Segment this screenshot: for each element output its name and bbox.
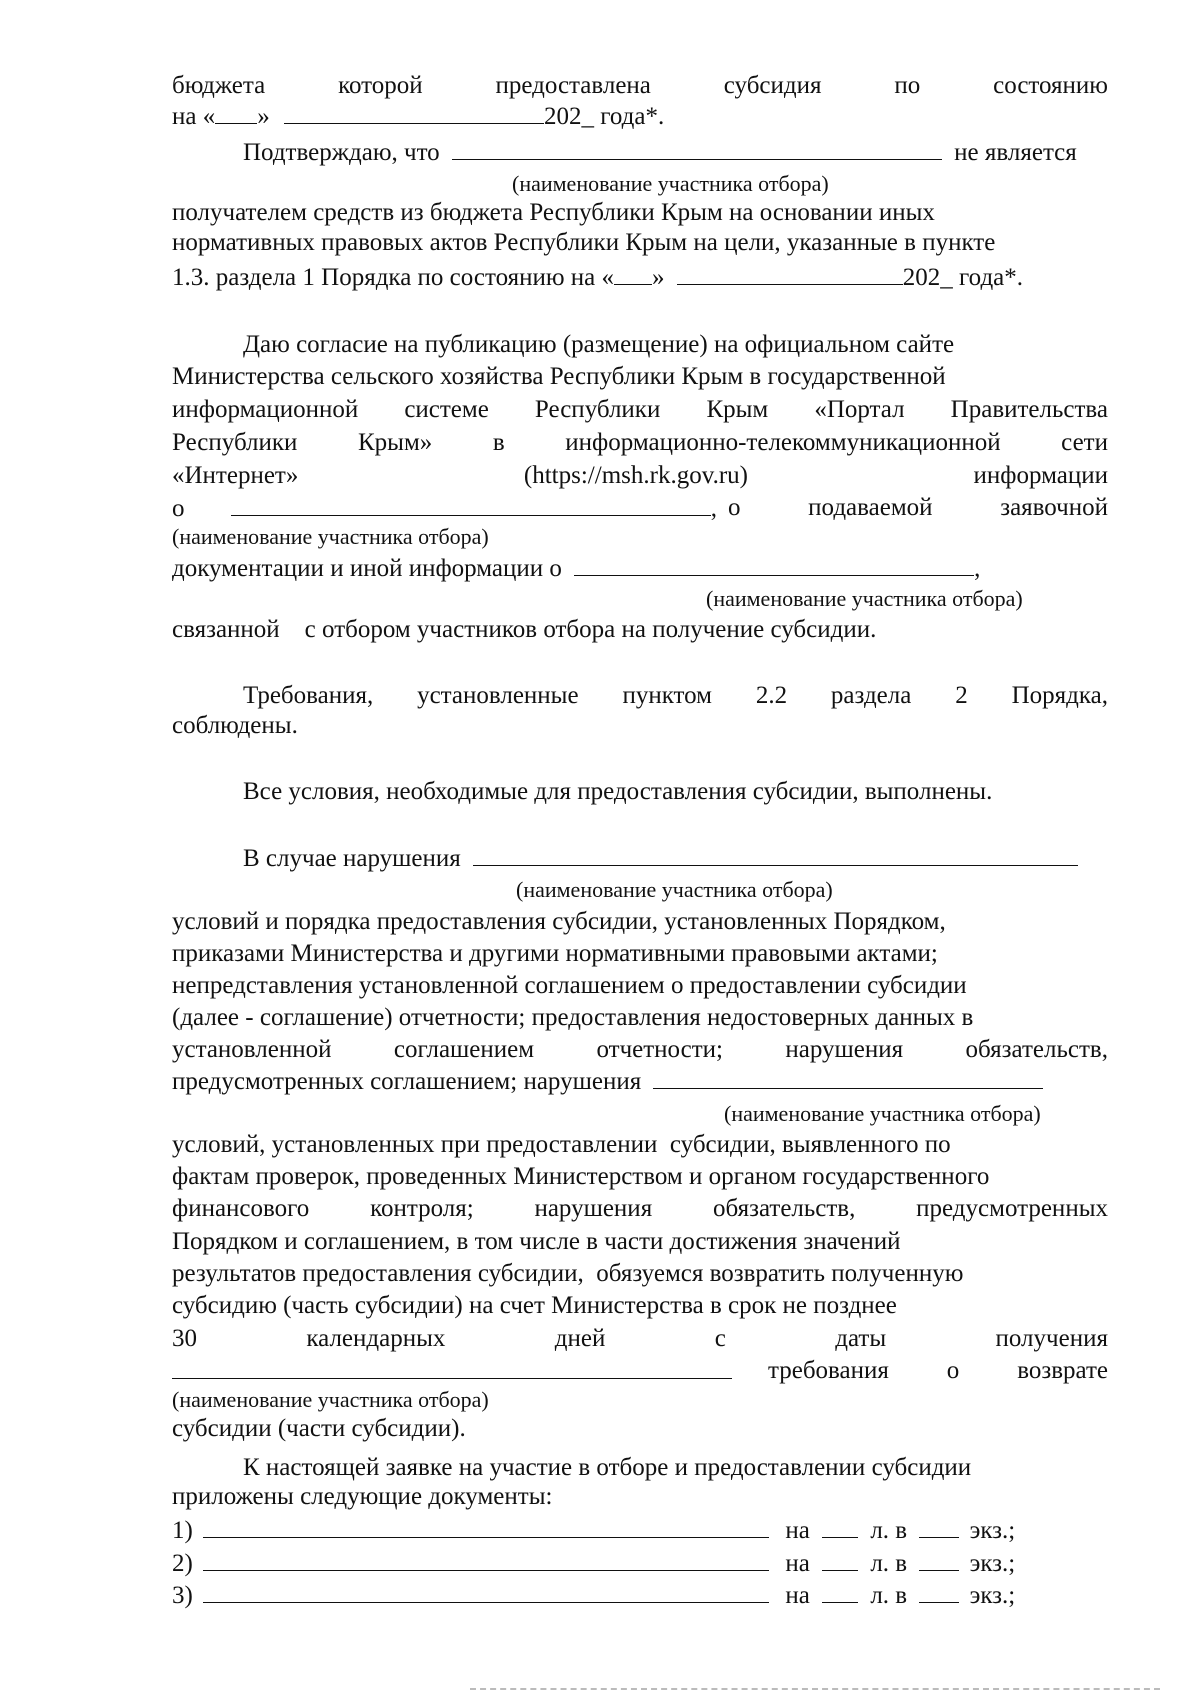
word: Республики (172, 429, 298, 456)
text-line: Порядком и соглашением, в том числе в части достижения значений (172, 1228, 901, 1255)
text-line: условий, установленных при предоставлении субсидии, выявленного по (172, 1131, 951, 1158)
document-name-blank (203, 1548, 769, 1571)
text: на (785, 1550, 810, 1577)
text: » (257, 103, 270, 130)
text-line: приказами Министерства и другими нормативными правовыми актами; (172, 940, 938, 967)
text-line (172, 428, 1108, 458)
text-line (172, 1066, 1108, 1097)
day-blank (614, 262, 652, 285)
text-line (172, 461, 1108, 491)
word: заявочной (1000, 494, 1108, 521)
text-line (172, 1324, 1108, 1354)
word: информационно-телекоммуникационной (565, 429, 1001, 456)
text: Подтверждаю, что (243, 139, 440, 166)
copies-blank (919, 1515, 959, 1538)
word: сети (1061, 429, 1108, 456)
text-line: (далее - соглашение) отчетности; предоставления недостоверных данных в (172, 1004, 974, 1031)
word: Крым» (358, 429, 433, 456)
word: финансового (172, 1195, 310, 1222)
text: 202_ года*. (902, 264, 1024, 291)
row-number: 3) (172, 1582, 193, 1609)
text: экз.; (969, 1582, 1016, 1609)
pages-blank (822, 1515, 858, 1538)
text-line-2 (172, 101, 1108, 132)
word: предусмотренных (916, 1195, 1108, 1222)
participant-blank (231, 493, 711, 516)
text-line: фактам проверок, проведенных Министерством и органом государственного (172, 1163, 990, 1190)
text: , (710, 495, 717, 522)
word: отчетности; (596, 1036, 724, 1063)
word: о (728, 494, 741, 521)
word: (https://msh.rk.gov.ru) (523, 462, 748, 489)
text-line-3 (243, 137, 1108, 168)
word: 30 (172, 1325, 197, 1352)
text-line-6 (172, 262, 1108, 293)
text: на (785, 1517, 810, 1544)
word: «Интернет» (172, 462, 299, 489)
text-line: субсидию (часть субсидии) на счет Министерства в срок не позднее (172, 1292, 897, 1319)
text: на « (172, 103, 216, 130)
participant-blank (473, 843, 1078, 866)
text-line: результатов предоставления субсидии, обязуемся возвратить полученную (172, 1260, 964, 1287)
attachment-row (172, 1580, 1108, 1611)
text: о (172, 495, 185, 522)
month-blank (284, 101, 544, 124)
document-name-blank (203, 1580, 769, 1603)
day-blank (215, 101, 257, 124)
word: Правительства (950, 396, 1108, 423)
word: нарушения (785, 1036, 904, 1063)
text-line: Министерства сельского хозяйства Республики Крым в государственной (172, 363, 946, 390)
text: предусмотренных соглашением; нарушения (172, 1068, 642, 1095)
attachment-row (172, 1515, 1108, 1546)
text-line: Все условия, необходимые для предоставления субсидии, выполнены. (243, 778, 993, 805)
participant-blank (452, 137, 942, 160)
text-line: соблюдены. (172, 712, 298, 739)
text-line (172, 553, 1108, 584)
word: по (894, 72, 921, 99)
word: возврате (1017, 1357, 1108, 1384)
word: Республики (534, 396, 661, 423)
word: получения (995, 1325, 1108, 1352)
text-line: субсидии (части субсидии). (172, 1415, 466, 1442)
word: даты (835, 1325, 887, 1352)
word: календарных (306, 1325, 446, 1352)
word: в (492, 429, 505, 456)
month-blank (677, 262, 903, 285)
word: обязательств, (965, 1036, 1108, 1063)
word: системе (404, 396, 489, 423)
text-line: Даю согласие на публикацию (размещение) на официальном сайте (243, 331, 955, 358)
word: с (714, 1325, 726, 1352)
word: требования (768, 1357, 889, 1384)
text-line: связанной с отбором участников отбора на получение субсидии. (172, 616, 877, 643)
text: на (785, 1582, 810, 1609)
text-line (172, 1356, 1108, 1387)
word: установленной (172, 1036, 332, 1063)
text-group (728, 493, 1108, 523)
text: 202_ года*. (543, 103, 665, 130)
text: л. в (870, 1582, 908, 1609)
word: Порядка, (1011, 682, 1108, 709)
word: пунктом (622, 682, 712, 709)
word: субсидия (723, 72, 822, 99)
text-group (768, 1356, 1108, 1386)
copies-blank (919, 1548, 959, 1571)
word: соглашением (393, 1036, 535, 1063)
word: установленные (417, 682, 579, 709)
word: 2.2 (755, 682, 788, 709)
text-line-1 (172, 71, 1108, 101)
text: документации и иной информации о (172, 555, 562, 582)
text: л. в (870, 1550, 908, 1577)
text-line: К настоящей заявке на участие в отборе и предоставлении субсидии (243, 1454, 972, 1481)
text-line: приложены следующие документы: (172, 1483, 553, 1510)
text: » (652, 264, 665, 291)
text: экз.; (969, 1517, 1016, 1544)
word: дней (554, 1325, 606, 1352)
word: 2 (955, 682, 968, 709)
text-line (172, 1194, 1108, 1224)
text-line (172, 493, 1108, 524)
text: не является (954, 139, 1077, 166)
word: обязательств, (712, 1195, 856, 1222)
word: информации (973, 462, 1108, 489)
word: подаваемой (808, 494, 933, 521)
attachment-row (172, 1548, 1108, 1579)
word: Требования, (243, 682, 374, 709)
word: Крым (706, 396, 769, 423)
row-number: 1) (172, 1517, 193, 1544)
caption: (наименование участника отбора) (516, 877, 833, 902)
word: состоянию (993, 72, 1108, 99)
word: раздела (830, 682, 912, 709)
copies-blank (919, 1580, 959, 1603)
text-line: условий и порядка предоставления субсидии, установленных Порядком, (172, 908, 946, 935)
text: экз.; (969, 1550, 1016, 1577)
text-line (243, 843, 1108, 874)
text-line-4: получателем средств из бюджета Республики Крым на основании иных (172, 199, 935, 226)
document-name-blank (203, 1515, 769, 1538)
scan-artifact-line (470, 1688, 1160, 1690)
row-number: 2) (172, 1550, 193, 1577)
word: нарушения (534, 1195, 653, 1222)
word: о (946, 1357, 960, 1384)
caption: (наименование участника отбора) (172, 1387, 489, 1412)
participant-blank (653, 1066, 1043, 1089)
text-line: непредставления установленной соглашением о предоставлении субсидии (172, 972, 967, 999)
word: «Портал (814, 396, 905, 423)
text-line (243, 681, 1108, 711)
participant-blank (574, 553, 974, 576)
caption: (наименование участника отбора) (172, 524, 489, 549)
caption: (наименование участника отбора) (724, 1101, 1041, 1126)
pages-blank (822, 1548, 858, 1571)
text-line (172, 1035, 1108, 1065)
text: л. в (870, 1517, 908, 1544)
text: 1.3. раздела 1 Порядка по состоянию на « (172, 264, 615, 291)
text-line (172, 395, 1108, 425)
caption: (наименование участника отбора) (512, 171, 829, 196)
text-line-5: нормативных правовых актов Республики Крым на цели, указанные в пункте (172, 229, 996, 256)
word: предоставлена (495, 72, 651, 99)
word: информационной (172, 396, 359, 423)
caption: (наименование участника отбора) (706, 586, 1023, 611)
word: которой (338, 72, 423, 99)
participant-blank (172, 1356, 732, 1379)
text: , (974, 555, 981, 582)
word: бюджета (172, 72, 266, 99)
word: контроля; (370, 1195, 474, 1222)
pages-blank (822, 1580, 858, 1603)
text: В случае нарушения (243, 845, 461, 872)
